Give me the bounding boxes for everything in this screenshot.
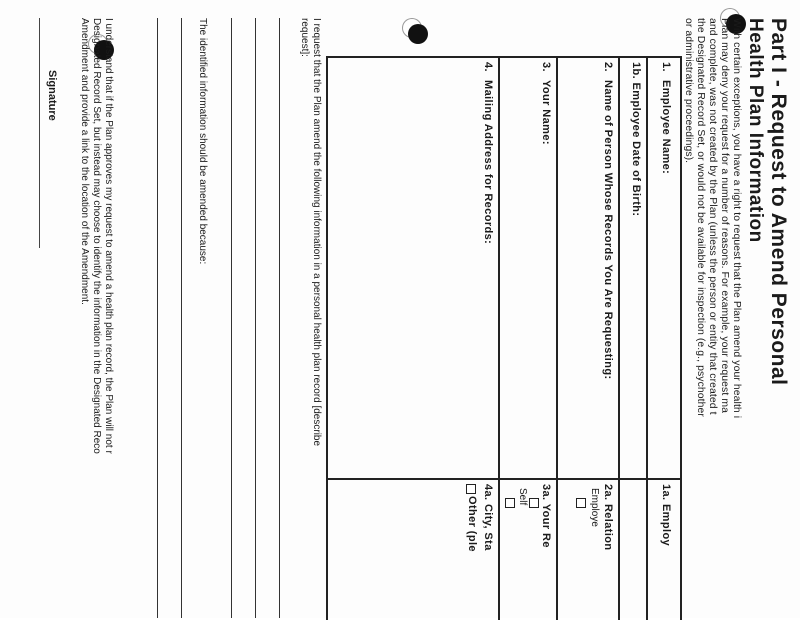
field-employee-id-label: 1a. Employ	[660, 484, 672, 547]
employee-checkbox[interactable]	[576, 498, 586, 508]
column-divider	[328, 478, 680, 480]
row-divider	[557, 58, 559, 620]
field-1-number: 1.	[660, 62, 672, 72]
self-checkbox[interactable]	[529, 498, 539, 508]
field-employee-dob-label: 1b. Employee Date of Birth:	[630, 62, 642, 217]
intro-line: With certain exceptions, you have a right to request that the Plan amend your health i	[731, 18, 742, 419]
option-self-label: Self	[517, 488, 528, 506]
field-relationship-label: 2a. Relation	[602, 484, 614, 551]
field-your-name-label: Your Name:	[540, 80, 552, 145]
form-title: Part I - Request to Amend Personal	[767, 18, 790, 386]
intro-line: and complete, was not created by the Plan (unless the person or entity that created t	[707, 18, 718, 415]
other-specify-checkbox[interactable]	[466, 484, 476, 494]
punch-hole-middle	[408, 24, 428, 44]
understand-line: Amendment and provide a link to the location of the Amendment.	[79, 18, 90, 305]
option-employee-label: Employe	[589, 488, 600, 527]
writing-line[interactable]	[231, 18, 232, 618]
row-divider	[647, 58, 649, 620]
row-divider	[499, 58, 501, 620]
writing-line[interactable]	[181, 18, 182, 618]
understand-line: I understand that if the Plan approves my request to amend a health plan record, the Plan will not r	[103, 18, 114, 454]
intro-line: or administrative proceedings).	[683, 18, 694, 164]
understand-line: Designated Record Set, but instead may choose to identify the information in the Designated Reco	[91, 18, 102, 454]
field-3-number: 3.	[540, 62, 552, 72]
signature-label: Signature	[46, 70, 58, 121]
field-person-name-label: Name of Person Whose Records You Are Requesting:	[602, 80, 614, 380]
writing-line[interactable]	[255, 18, 256, 618]
intro-line: Plan may deny your request for a number of reasons. For example, your request ma	[719, 18, 730, 413]
field-mailing-address-label: Mailing Address for Records:	[482, 80, 494, 245]
row-divider	[619, 58, 621, 620]
writing-line[interactable]	[279, 18, 280, 618]
request-description-label-cont: request]:	[299, 18, 310, 57]
field-2-number: 2.	[602, 62, 614, 72]
request-description-label: I request that the Plan amend the following information in a personal health plan record [describe	[311, 18, 322, 447]
option-other-label: Other (ple	[466, 496, 478, 552]
form-subtitle: Health Plan Information	[745, 18, 766, 243]
signature-line[interactable]	[39, 18, 40, 248]
intro-line: the Designated Record Set, or would not be available for inspection (e.g., psychother	[695, 18, 706, 417]
field-city-state-label: 4a. City, Sta	[482, 484, 494, 551]
field-4-number: 4.	[482, 62, 494, 72]
field-your-relationship-label: 3a. Your Re	[540, 484, 552, 548]
writing-line[interactable]	[157, 18, 158, 618]
info-table	[326, 56, 682, 620]
amend-reason-label: The identified information should be amended because:	[197, 18, 208, 265]
field-employee-name-label: Employee Name:	[660, 80, 672, 175]
other-checkbox[interactable]	[505, 498, 515, 508]
